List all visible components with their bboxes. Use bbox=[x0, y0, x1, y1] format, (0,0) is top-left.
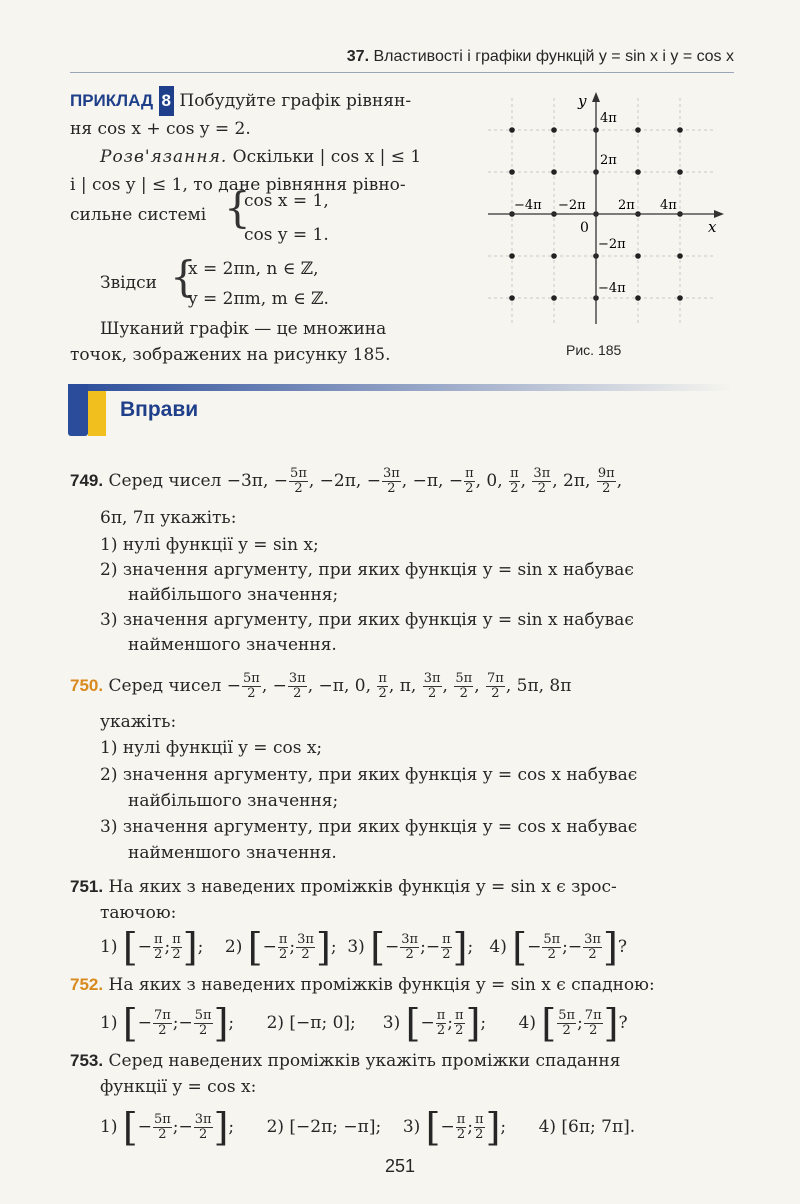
ex751-text2: таючою: bbox=[100, 903, 177, 923]
ex749-item3a: 3) значення аргументу, при яких функція y = sin x набуває bbox=[100, 610, 634, 630]
x-axis-arrow bbox=[714, 210, 724, 218]
y-tick-label-2pi: 2π bbox=[600, 153, 617, 168]
ex753-opt2: 2) [−2π; −π]; bbox=[266, 1117, 382, 1137]
ex749-item2b: найбільшого значення; bbox=[128, 585, 339, 605]
x-axis-label: x bbox=[708, 218, 717, 236]
ex753-text1: Серед наведених проміжків укажіть проміжки спадання bbox=[108, 1051, 621, 1071]
graph-point bbox=[677, 127, 683, 133]
graph-point bbox=[635, 295, 641, 301]
whence-label: Звідси bbox=[100, 273, 157, 293]
exercises-title: Вправи bbox=[120, 398, 199, 421]
page-number: 251 bbox=[384, 1156, 416, 1176]
header-rule bbox=[70, 72, 734, 73]
graph-point bbox=[509, 169, 515, 175]
ex750-intro: Серед чисел bbox=[108, 676, 222, 696]
ex750-item2b: найбільшого значення; bbox=[128, 791, 339, 811]
graph-point bbox=[509, 295, 515, 301]
ex749-item1: 1) нулі функції y = sin x; bbox=[100, 535, 319, 555]
graph-point bbox=[509, 127, 515, 133]
ex751-options: 1) [− $\frac{\pi}{2}$ ; $\frac{\pi}{2}$ ]; 2) [− $\frac{\pi}{2}$ ; $\frac{3\pi}{2}$ ]; 3) [− $\frac{3\pi}{2}$ ;− $\frac{\pi}{2}$ ]; 4) [− $\frac{5\pi}{2}$ ;− $\frac{3\pi}{2}$ ]? bbox=[100, 925, 627, 970]
system2-brace: { bbox=[170, 252, 197, 301]
ex752-text1: На яких з наведених проміжків функція y = sin x є спадною: bbox=[108, 975, 655, 995]
example-task-line2: ня cos x + cos y = 2. bbox=[70, 119, 251, 139]
ex751-text1: На яких з наведених проміжків функція y = sin x є зрос- bbox=[108, 877, 617, 897]
ex753-number: 753. bbox=[70, 1051, 104, 1070]
ex752-number: 752. bbox=[70, 975, 104, 994]
x-tick-label-4pi: 4π bbox=[660, 198, 677, 213]
exercises-banner bbox=[68, 384, 732, 436]
solution-line3: сильне системі bbox=[70, 205, 207, 225]
ex753-opt4: 4) [6π; 7π]. bbox=[538, 1117, 636, 1137]
y-tick-label-neg2pi: −2π bbox=[598, 237, 626, 252]
header-title bbox=[347, 48, 734, 66]
graph-point bbox=[551, 253, 557, 259]
ex753-text2: функції y = cos x: bbox=[100, 1077, 257, 1097]
y-axis-label: y bbox=[578, 92, 587, 110]
ex749-intro: Серед чисел bbox=[108, 471, 222, 491]
graph-point bbox=[551, 295, 557, 301]
graph-point bbox=[635, 253, 641, 259]
ex749-item3b: найменшого значення. bbox=[128, 635, 337, 655]
ex752-opt2: 2) [−π; 0]; bbox=[266, 1013, 356, 1033]
x-tick-label-neg4pi: −4π bbox=[514, 198, 542, 213]
ex751-number: 751. bbox=[70, 877, 104, 896]
ex750-item3b: найменшого значення. bbox=[128, 843, 337, 863]
y-tick-label-neg4pi: −4π bbox=[598, 281, 626, 296]
ex753-options: 1) [− $\frac{5\pi}{2}$ ;− $\frac{3\pi}{2}$ ]; 2) [−2π; −π]; 3) [− $\frac{\pi}{2}$ ; $\frac{\pi}{2}$ ]; 4) [6π; 7π]. bbox=[100, 1105, 636, 1150]
page-header bbox=[70, 48, 734, 78]
ex750-number: 750. bbox=[70, 676, 104, 695]
example-label: ПРИКЛАД bbox=[70, 91, 154, 110]
graph-point bbox=[551, 169, 557, 175]
solution-line2: і | cos y | ≤ 1, то дане рівняння рівно- bbox=[70, 175, 406, 195]
conclusion-line1: Шуканий графік — це множина bbox=[100, 319, 387, 339]
ex749-number: 749. bbox=[70, 471, 104, 490]
x-tick-label-neg2pi: −2π bbox=[558, 198, 586, 213]
ex750-item1: 1) нулі функції y = cos x; bbox=[100, 738, 323, 758]
graph-point bbox=[509, 253, 515, 259]
system1-brace: { bbox=[224, 183, 251, 232]
x-tick-label-2pi: 2π bbox=[618, 198, 635, 213]
ex749-tail: 6π, 7π укажіть: bbox=[100, 508, 237, 528]
y-tick-label-4pi: 4π bbox=[600, 111, 617, 126]
graph-point bbox=[677, 169, 683, 175]
solution-line1 bbox=[100, 142, 421, 172]
ex750-numbers: − $\frac{5\pi}{2}$ , − $\frac{3\pi}{2}$ , −π, 0, $\frac{\pi}{2}$ , π, $\frac{3\pi}{2}$ , $\frac{5\pi}{2}$ , $\frac{7\pi}{2}$ , 5π, 8π bbox=[226, 671, 572, 701]
ex750-item2a: 2) значення аргументу, при яких функція y = cos x набуває bbox=[100, 765, 638, 785]
system2-eq1: x = 2πn, n ∈ ℤ, bbox=[188, 259, 319, 279]
example-heading bbox=[70, 86, 411, 116]
graph-point bbox=[677, 253, 683, 259]
ex749-item2a: 2) значення аргументу, при яких функція y = sin x набуває bbox=[100, 560, 634, 580]
ex752-options: 1) [− $\frac{7\pi}{2}$ ;− $\frac{5\pi}{2}$ ]; 2) [−π; 0]; 3) [− $\frac{\pi}{2}$ ; $\frac{\pi}{2}$ ]; 4) [ $\frac{5\pi}{2}$ ; $\frac{7\pi}{2}$ ]? bbox=[100, 1001, 628, 1046]
graph-point bbox=[635, 169, 641, 175]
ex752-line1 bbox=[70, 970, 655, 1000]
graph-point bbox=[551, 127, 557, 133]
graph-point bbox=[635, 127, 641, 133]
ex749-numbers: −3π, − $\frac{5\pi}{2}$ , −2π, − $\frac{3\pi}{2}$ , −π, − $\frac{\pi}{2}$ , 0, $\frac{\pi}{2}$ , $\frac{3\pi}{2}$ , 2π, $\frac{9\pi}{2}$ , bbox=[226, 466, 623, 496]
section-number: 37. bbox=[346, 48, 370, 65]
conclusion-line2: точок, зображених на рисунку 185. bbox=[70, 345, 391, 365]
section-title: Властивості і графіки функцій y = sin x і y = cos x bbox=[373, 48, 734, 65]
solution-line1-rest: Оскільки | cos x | ≤ 1 bbox=[232, 147, 422, 167]
ex750-tail: укажіть: bbox=[100, 712, 177, 732]
system1-eq2: cos y = 1. bbox=[244, 225, 329, 245]
figure-185 bbox=[486, 88, 726, 328]
solution-label: Розв'язання. bbox=[100, 147, 228, 167]
graph-point bbox=[677, 295, 683, 301]
figure-caption: Рис. 185 bbox=[566, 342, 622, 358]
ex750-item3a: 3) значення аргументу, при яких функція y = cos x набуває bbox=[100, 817, 638, 837]
example-number: 8 bbox=[159, 86, 174, 116]
system2-eq2: y = 2πm, m ∈ ℤ. bbox=[188, 289, 329, 309]
origin-label: 0 bbox=[580, 220, 589, 236]
y-axis-arrow bbox=[592, 92, 600, 102]
ex749-line1 bbox=[70, 463, 622, 499]
ex750-line1 bbox=[70, 668, 571, 704]
system1-eq1: cos x = 1, bbox=[244, 191, 329, 211]
example-task-line1: Побудуйте графік рівнян- bbox=[179, 91, 412, 111]
